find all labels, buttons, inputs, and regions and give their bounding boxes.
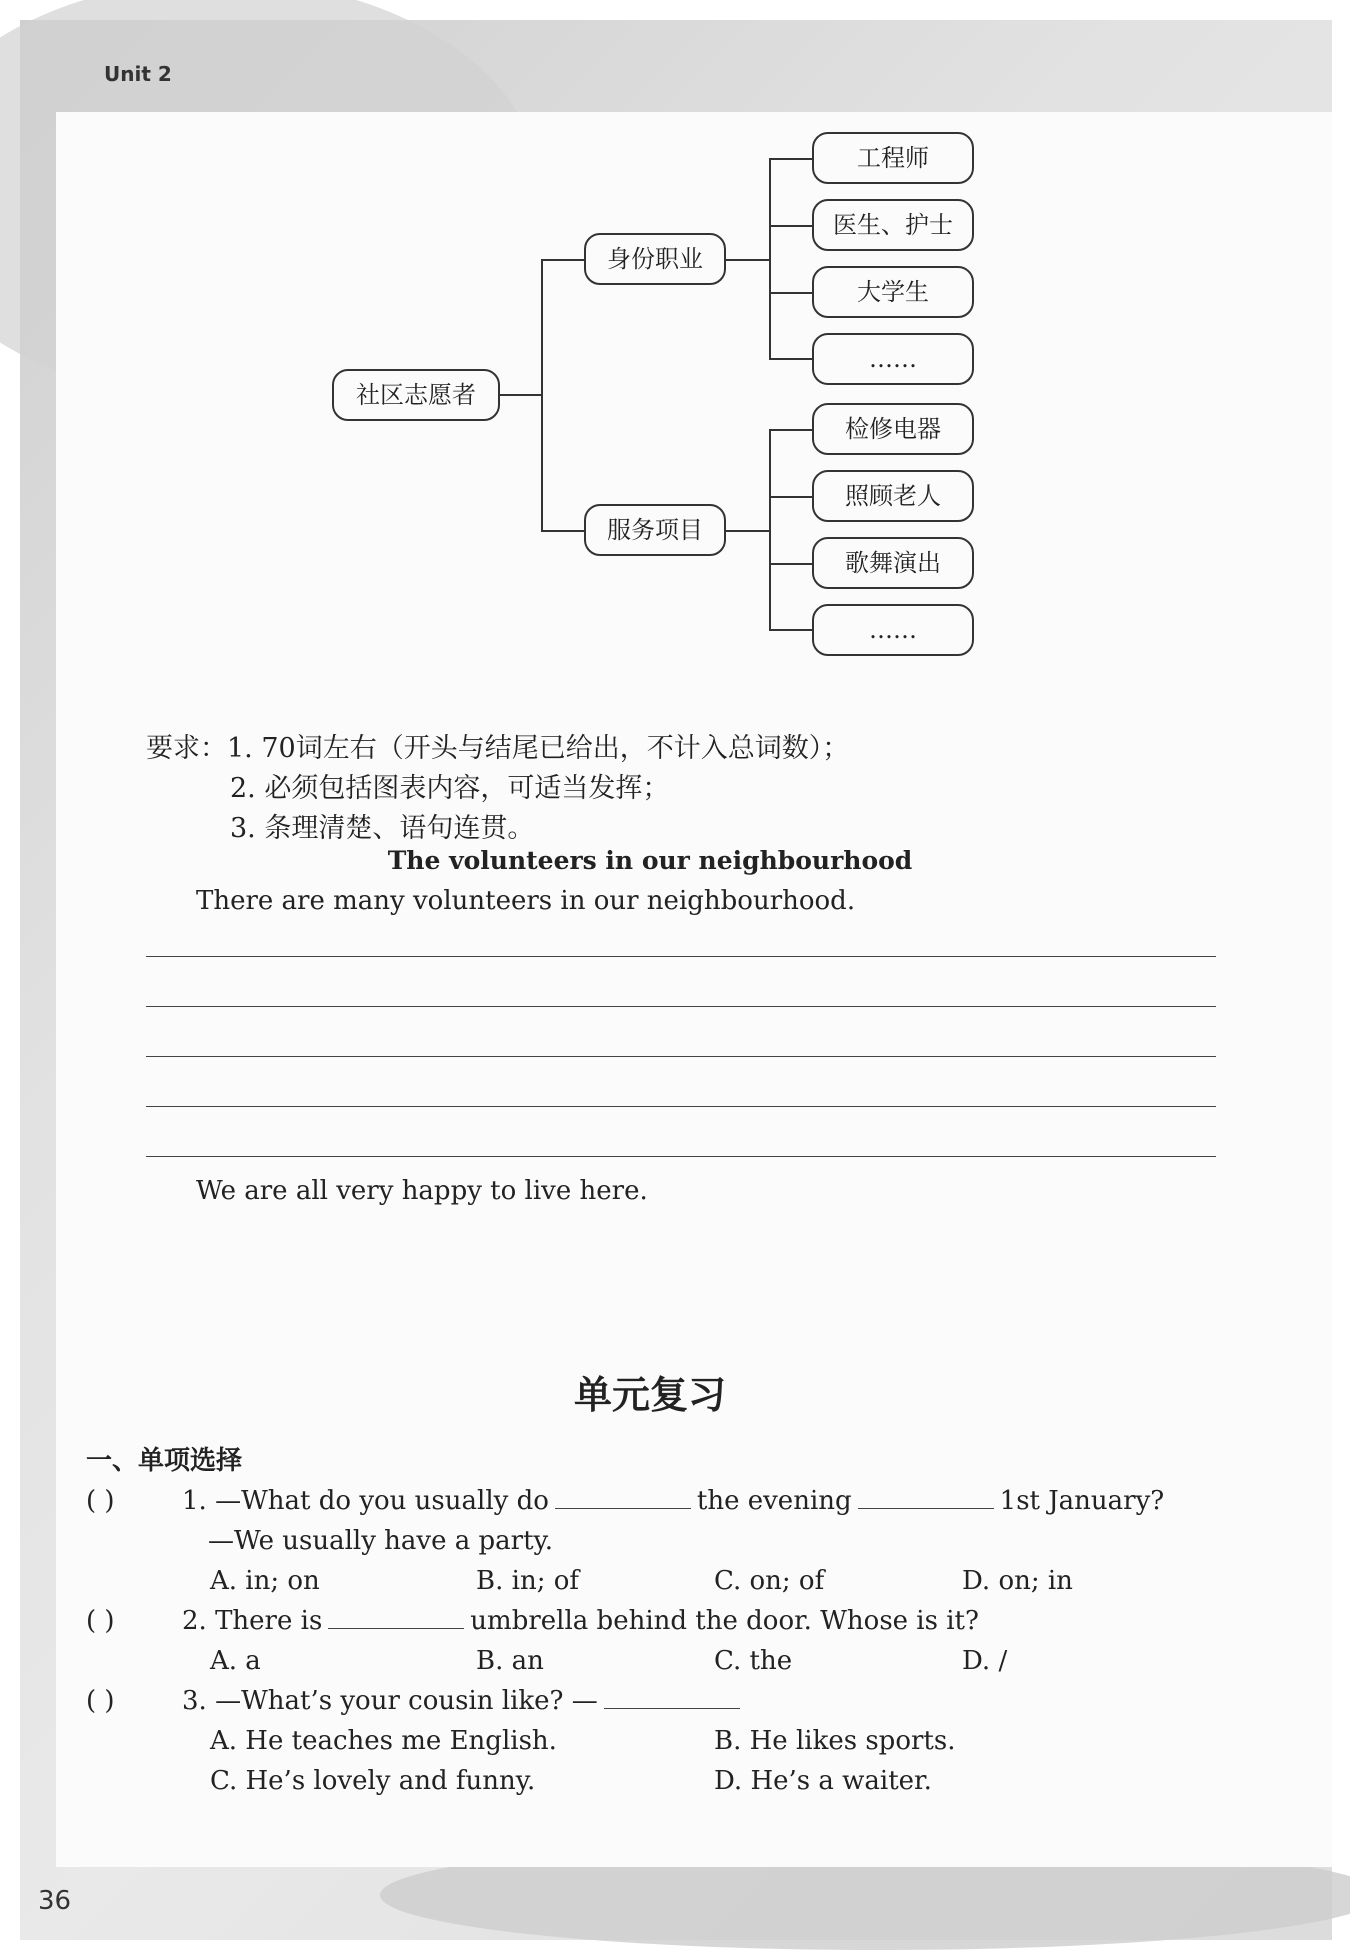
answer-parentheses[interactable]: ( ) (86, 1486, 115, 1516)
writing-line[interactable] (146, 1006, 1216, 1007)
requirement-line: 3. 条理清楚、语句连贯。 (230, 813, 535, 844)
answer-parentheses[interactable]: ( ) (86, 1686, 115, 1716)
option-a[interactable]: A. He teaches me English. (210, 1726, 557, 1756)
section-heading: 一、单项选择 (86, 1446, 243, 1476)
option-b[interactable]: B. in; of (476, 1566, 579, 1596)
essay-closing: We are all very happy to live here. (196, 1176, 648, 1206)
question-text: 1. —What do you usually do (182, 1486, 549, 1516)
writing-line[interactable] (146, 1106, 1216, 1107)
mindmap-branch-node: 服务项目 (584, 504, 726, 556)
option-a[interactable]: A. in; on (210, 1566, 320, 1596)
question-text: umbrella behind the door. Whose is it? (470, 1606, 979, 1636)
mindmap-leaf-node: 检修电器 (812, 403, 974, 455)
writing-line[interactable] (146, 956, 1216, 957)
mindmap-leaf-node: 歌舞演出 (812, 537, 974, 589)
essay-title: The volunteers in our neighbourhood (387, 846, 913, 875)
answer-blank[interactable] (328, 1606, 464, 1629)
option-d[interactable]: D. / (962, 1646, 1008, 1676)
review-title: 单元复习 (573, 1373, 726, 1417)
option-c[interactable]: C. the (714, 1646, 793, 1676)
requirement-line: 2. 必须包括图表内容，可适当发挥； (230, 773, 670, 804)
answer-blank[interactable] (604, 1686, 740, 1709)
question-text: 1st January? (999, 1486, 1165, 1516)
mindmap-leaf-node: 医生、护士 (812, 199, 974, 251)
answer-blank[interactable] (858, 1486, 994, 1509)
mindmap-leaf-node: …… (812, 604, 974, 656)
option-c[interactable]: C. He’s lovely and funny. (210, 1766, 536, 1796)
question-2 (182, 1606, 979, 1636)
unit-label: Unit 2 (104, 62, 172, 86)
mindmap-leaf-node: 照顾老人 (812, 470, 974, 522)
mindmap-leaf-node: 大学生 (812, 266, 974, 318)
question-3 (182, 1686, 746, 1716)
mindmap-leaf-node: 工程师 (812, 132, 974, 184)
option-d[interactable]: D. on; in (962, 1566, 1073, 1596)
option-a[interactable]: A. a (210, 1646, 261, 1676)
answer-parentheses[interactable]: ( ) (86, 1606, 115, 1636)
question-text: 2. There is (182, 1606, 323, 1636)
option-d[interactable]: D. He’s a waiter. (714, 1766, 932, 1796)
question-text: the evening (696, 1486, 852, 1516)
writing-line[interactable] (146, 1156, 1216, 1157)
writing-line[interactable] (146, 1056, 1216, 1057)
essay-opening: There are many volunteers in our neighbourhood. (196, 886, 856, 916)
option-b[interactable]: B. He likes sports. (714, 1726, 956, 1756)
question-reply: —We usually have a party. (208, 1526, 554, 1556)
page-number: 36 (38, 1886, 72, 1916)
requirement-line: 要求：1. 70词左右（开头与结尾已给出，不计入总词数）； (146, 733, 850, 764)
mindmap-leaf-node: …… (812, 333, 974, 385)
mindmap-root-node: 社区志愿者 (332, 369, 500, 421)
content-sheet (56, 112, 1332, 1867)
answer-blank[interactable] (555, 1486, 691, 1509)
option-c[interactable]: C. on; of (714, 1566, 825, 1596)
question-text: 3. —What’s your cousin like? — (182, 1686, 598, 1716)
question-1 (182, 1486, 1164, 1516)
option-b[interactable]: B. an (476, 1646, 544, 1676)
mindmap-branch-node: 身份职业 (584, 233, 726, 285)
